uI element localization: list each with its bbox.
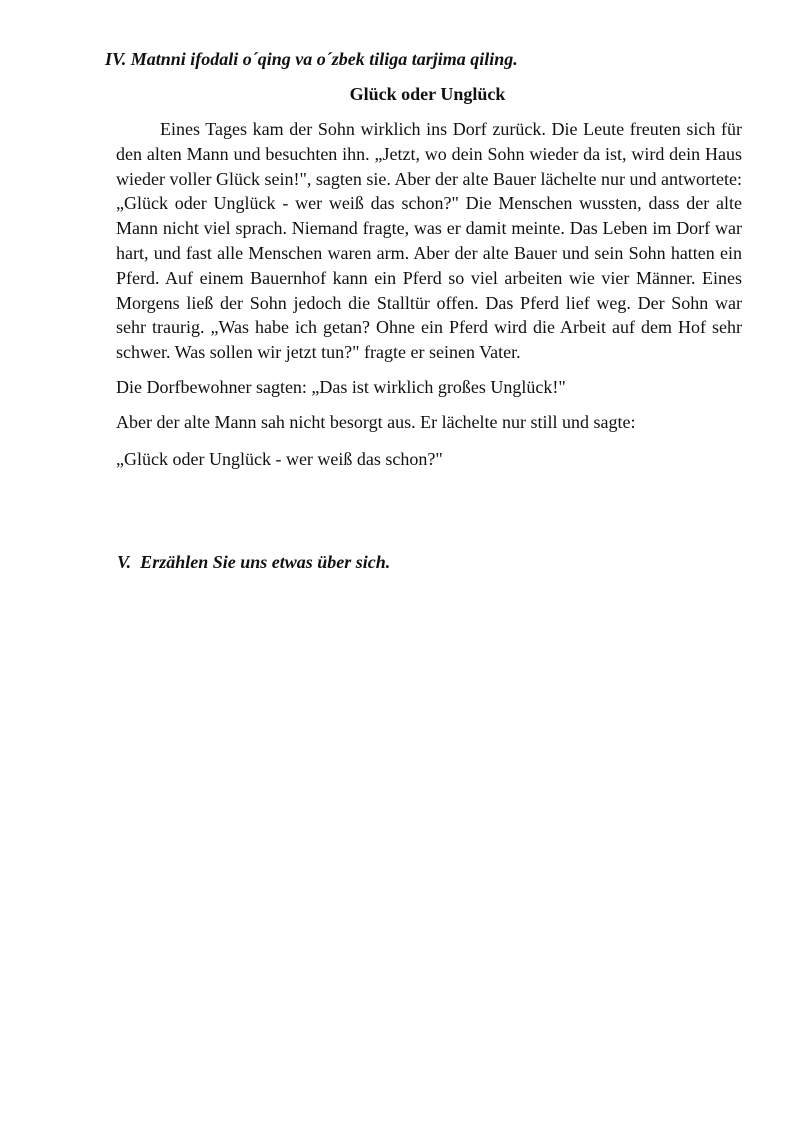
task-5-heading: V. Erzählen Sie uns etwas über sich.	[117, 552, 391, 572]
quote-line: „Glück oder Unglück - wer weiß das schon?"	[116, 449, 443, 469]
story-paragraph: Eines Tages kam der Sohn wirklich ins Dorf zurück. Die Leute freuten sich für den alten Mann und besuchten ihn. „Jetzt, wo dein Sohn wieder da ist, wird dein Haus wieder voller Glück sein!", sagten sie. Aber der alte Bauer lächelte nur und antwortete: „Glück oder Unglück - wer weiß das schon?" Die Menschen wussten, dass der alte Mann nicht viel sprach. Niemand fragte, was er damit meinte. Das Leben im Dorf war hart, und fast alle Menschen waren arm. Aber der alte Bauer und sein Sohn hatten ein Pferd. Auf einem Bauernhof kann ein Pferd so viel arbeiten wie vier Männer. Eines Morgens ließ der Sohn jedoch die Stalltür offen. Das Pferd lief weg. Der Sohn war sehr traurig. „Was habe ich getan? Ohne ein Pferd wird die Arbeit auf dem Hof sehr schwer. Was sollen wir jetzt tun?" fragte er seinen Vater.	[116, 119, 742, 363]
task-4-heading: IV. Matnni ifodali o´qing va o´zbek tiliga tarjima qiling.	[105, 49, 518, 69]
story-title: Glück oder Unglück	[349, 84, 506, 104]
old-man-line: Aber der alte Mann sah nicht besorgt aus. Er lächelte nur still und sagte:	[116, 412, 636, 432]
villagers-line: Die Dorfbewohner sagten: „Das ist wirklich großes Unglück!"	[116, 377, 566, 397]
